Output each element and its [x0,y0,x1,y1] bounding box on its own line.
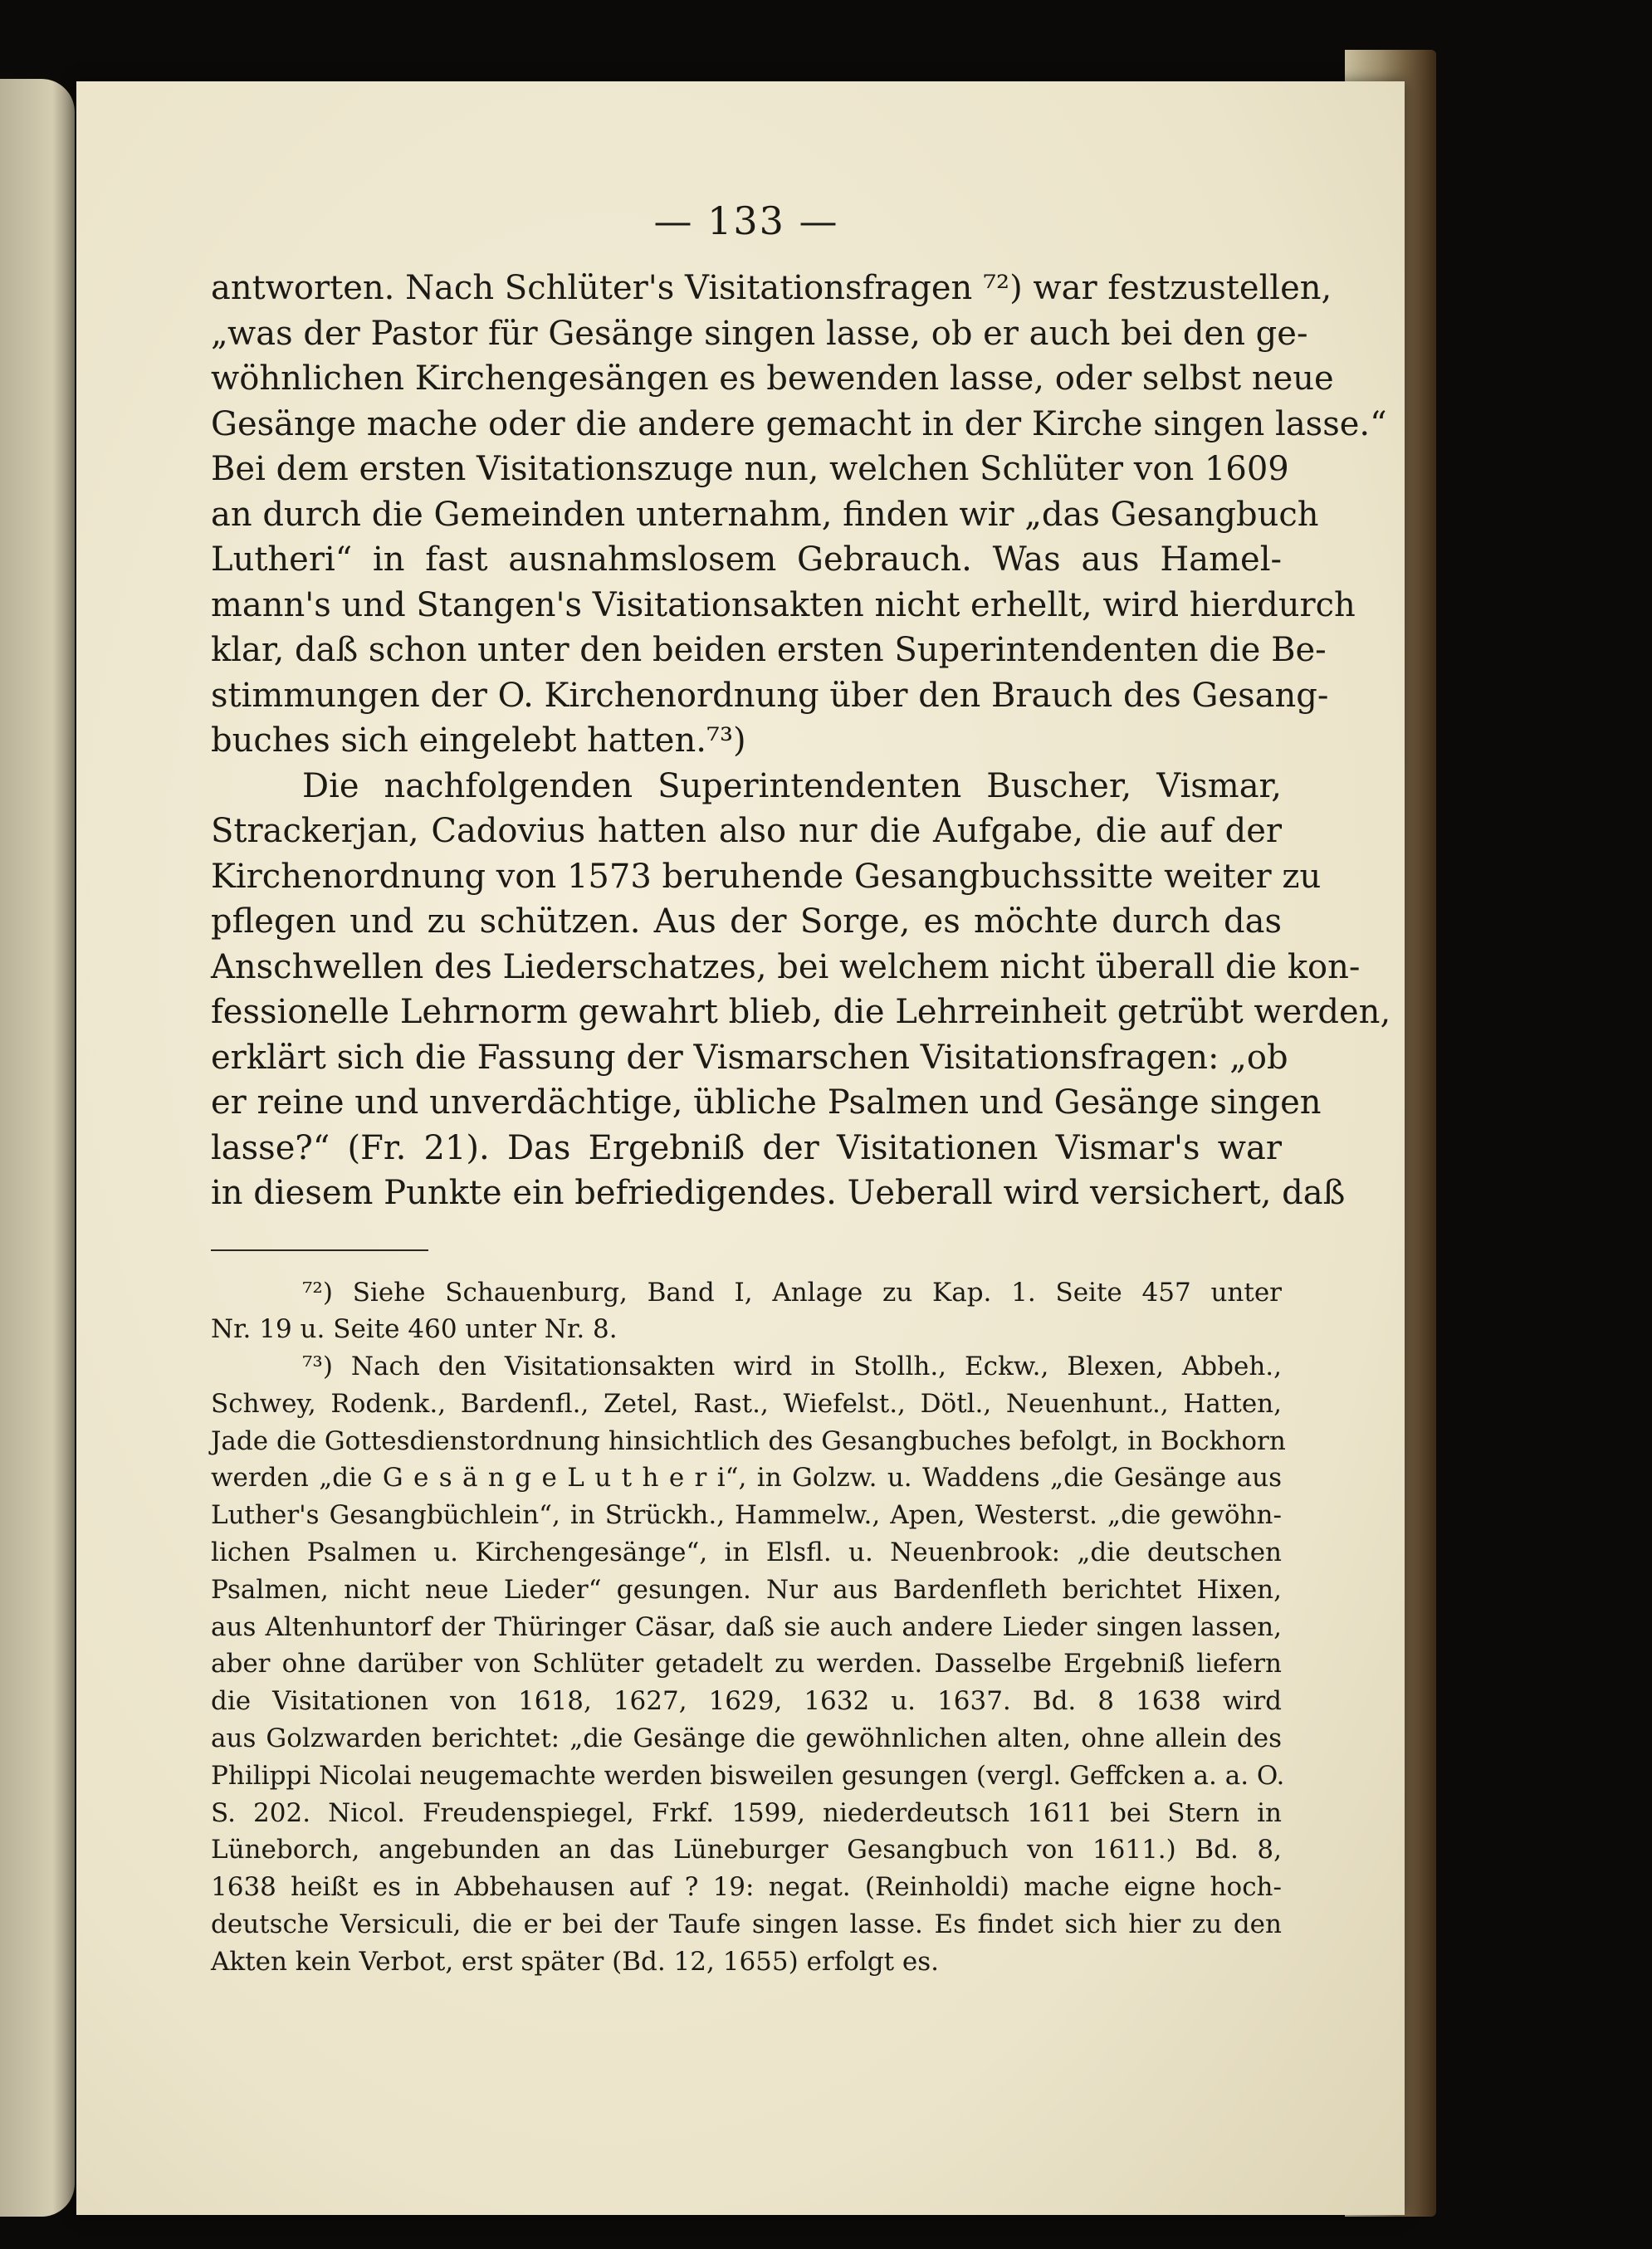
footnote-line: ⁷³) Nach den Visitationsakten wird in Stollh., Eckw., Blexen, Abbeh., [302,1352,1282,1382]
footnote-line: lichen Psalmen u. Kirchengesänge“, in Elsfl. u. Neuenbrook: „die deutschen [211,1538,1282,1568]
footnote-line: Philippi Nicolai neugemachte werden bisweilen gesungen (vergl. Geffcken a. a. O. [211,1760,1285,1791]
text-line: Die nachfolgenden Superintendenten Buscher, Vismar, [302,766,1282,805]
text-line: Strackerjan, Cadovius hatten also nur die Aufgabe, die auf der [211,812,1282,850]
book-page [76,81,1405,2215]
text-line: Kirchenordnung von 1573 beruhende Gesangbuchssitte weiter zu [211,857,1322,896]
text-line: „was der Pastor für Gesänge singen lasse, ob er auch bei den ge- [211,314,1308,353]
facing-page-edge [0,79,75,2217]
text-line: stimmungen der O. Kirchenordnung über den Brauch des Gesang- [211,676,1329,715]
text-line: er reine und unverdächtige, übliche Psalmen und Gesänge singen [211,1083,1322,1122]
text-line: fessionelle Lehrnorm gewahrt blieb, die Lehrreinheit getrübt werden, [211,993,1391,1031]
text-line: Anschwellen des Liederschatzes, bei welchem nicht überall die kon- [211,947,1361,986]
footnotes [211,1274,1286,1981]
text-line: buches sich eingelebt hatten.⁷³) [211,721,746,760]
footnote-line: aus Altenhuntorf der Thüringer Cäsar, daß sie auch andere Lieder singen lassen, [211,1611,1282,1642]
footnote-line: 1638 heißt es in Abbehausen auf ? 19: negat. (Reinholdi) mache eigne hoch- [211,1872,1282,1903]
footnote-line: Lüneborch, angebunden an das Lüneburger Gesangbuch von 1611.) Bd. 8, [211,1835,1282,1865]
text-line: lasse?“ (Fr. 21). Das Ergebniß der Visitationen Vismar's war [211,1128,1282,1167]
text-line: erklärt sich die Fassung der Vismarschen Visitationsfragen: „ob [211,1038,1288,1077]
footnote-line: die Visitationen von 1618, 1627, 1629, 1632 u. 1637. Bd. 8 1638 wird [211,1686,1282,1717]
text-line: an durch die Gemeinden unternahm, finden wir „das Gesangbuch [211,495,1319,534]
text-line: in diesem Punkte ein befriedigendes. Ueberall wird versichert, daß [211,1174,1346,1212]
footnote-line: ⁷²) Siehe Schauenburg, Band I, Anlage zu Kap. 1. Seite 457 unter [302,1277,1282,1308]
footnote-line: Psalmen, nicht neue Lieder“ gesungen. Nur aus Bardenfleth berichtet Hixen, [211,1574,1282,1605]
text-line: mann's und Stangen's Visitationsakten nicht erhellt, wird hierdurch [211,585,1356,624]
footnote-line: deutsche Versiculi, die er bei der Taufe singen lasse. Es findet sich hier zu den [211,1909,1282,1940]
text-line: wöhnlichen Kirchengesängen es bewenden lasse, oder selbst neue [211,359,1334,398]
footnote-line: aber ohne darüber von Schlüter getadelt zu werden. Dasselbe Ergebniß liefern [211,1649,1282,1679]
footnote-line: aus Golzwarden berichtet: „die Gesänge die gewöhnlichen alten, ohne allein des [211,1723,1282,1754]
main-text [211,266,1391,1216]
footnote-line: S. 202. Nicol. Freudenspiegel, Frkf. 1599, niederdeutsch 1611 bei Stern in [211,1797,1282,1828]
footnote-line: Akten kein Verbot, erst später (Bd. 12, 1655) erfolgt es. [211,1946,940,1977]
text-line: Gesänge mache oder die andere gemacht in der Kirche singen lasse.“ [211,404,1387,443]
text-line: klar, daß schon unter den beiden ersten Superintendenten die Be- [211,631,1327,669]
page-content [211,198,1391,1981]
text-line: Lutheri“ in fast ausnahmslosem Gebrauch. Was aus Hamel- [211,540,1282,579]
footnote-line: Luther's Gesangbüchlein“, in Strückh., Hammelw., Apen, Westerst. „die gewöhn- [211,1500,1282,1531]
footnote-divider [211,1249,428,1251]
text-line: pflegen und zu schützen. Aus der Sorge, es möchte durch das [211,902,1282,941]
page-number: — 133 — [653,198,839,243]
text-line: Bei dem ersten Visitationszuge nun, welchen Schlüter von 1609 [211,450,1289,488]
text-line: antworten. Nach Schlüter's Visitationsfragen ⁷²) war festzustellen, [211,269,1332,307]
footnote-line: Schwey, Rodenk., Bardenfl., Zetel, Rast., Wiefelst., Dötl., Neuenhunt., Hatten, [211,1388,1282,1419]
footnote-line: werden „die G e s ä n g e L u t h e r i“, in Golzw. u. Waddens „die Gesänge aus [211,1463,1282,1494]
footnote-line: Nr. 19 u. Seite 460 unter Nr. 8. [211,1314,618,1345]
footnote-line: Jade die Gottesdienstordnung hinsichtlich des Gesangbuches befolgt, in Bockhorn [211,1425,1286,1456]
